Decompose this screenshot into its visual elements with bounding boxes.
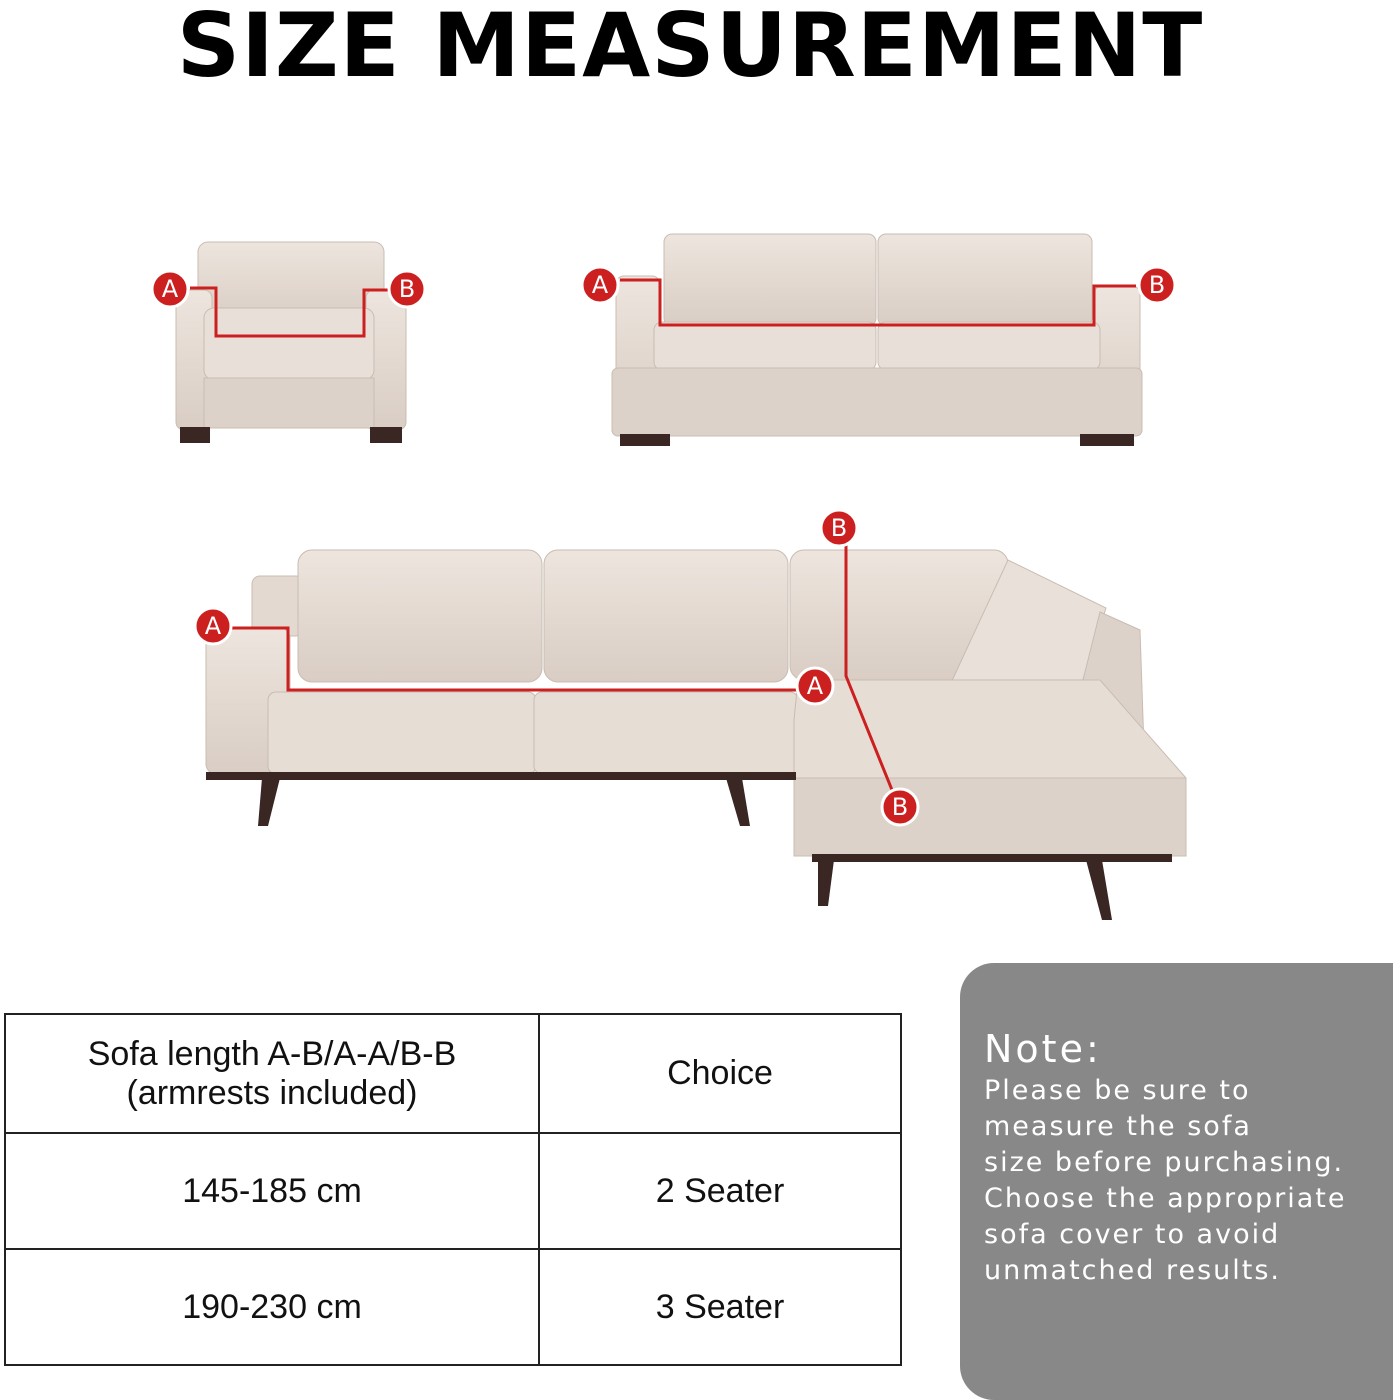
choice-cell: 3 Seater [539,1249,901,1365]
note-line: Please be sure to [984,1075,1251,1106]
size-table [4,1013,902,1366]
svg-text:A: A [161,275,179,303]
marker-a-badge [582,267,618,303]
length-header-cell [5,1014,539,1133]
length-header-label: Sofa length A-B/A-A/B-B [87,1034,457,1073]
table-header-row [5,1014,901,1133]
svg-text:A: A [204,612,222,640]
three-seat-sofa-illustration [612,234,1142,446]
svg-text:B: B [398,275,416,303]
svg-text:B: B [891,793,909,821]
svg-text:B: B [830,514,848,542]
note-line: sofa cover to avoid [984,1219,1281,1250]
note-line: size before purchasing. [984,1147,1345,1178]
table-row [5,1249,901,1365]
marker-b-badge [1139,267,1175,303]
page-title: SIZE MEASUREMENT [176,0,1204,97]
note-panel [960,963,1393,1400]
length-header-sublabel: (armrests included) [126,1073,418,1112]
marker-b-badge [882,789,918,825]
note-line: unmatched results. [984,1255,1281,1286]
marker-b-badge [821,510,857,546]
note-line: Choose the appropriate [984,1183,1347,1214]
note-line: measure the sofa [984,1111,1252,1142]
marker-a-badge [797,668,833,704]
marker-b-badge [389,271,425,307]
choice-cell: 2 Seater [539,1133,901,1249]
note-body [984,1073,1384,1289]
armchair-illustration [176,242,406,443]
svg-text:B: B [1148,271,1166,299]
svg-text:A: A [806,672,824,700]
length-cell: 190-230 cm [5,1249,539,1365]
svg-text:A: A [591,271,609,299]
note-title: Note: [984,1027,1102,1071]
marker-a-badge [152,271,188,307]
marker-a-badge [195,608,231,644]
length-cell: 145-185 cm [5,1133,539,1249]
table-row [5,1133,901,1249]
sectional-sofa-illustration [206,540,1186,920]
choice-header-cell: Choice [539,1014,901,1133]
